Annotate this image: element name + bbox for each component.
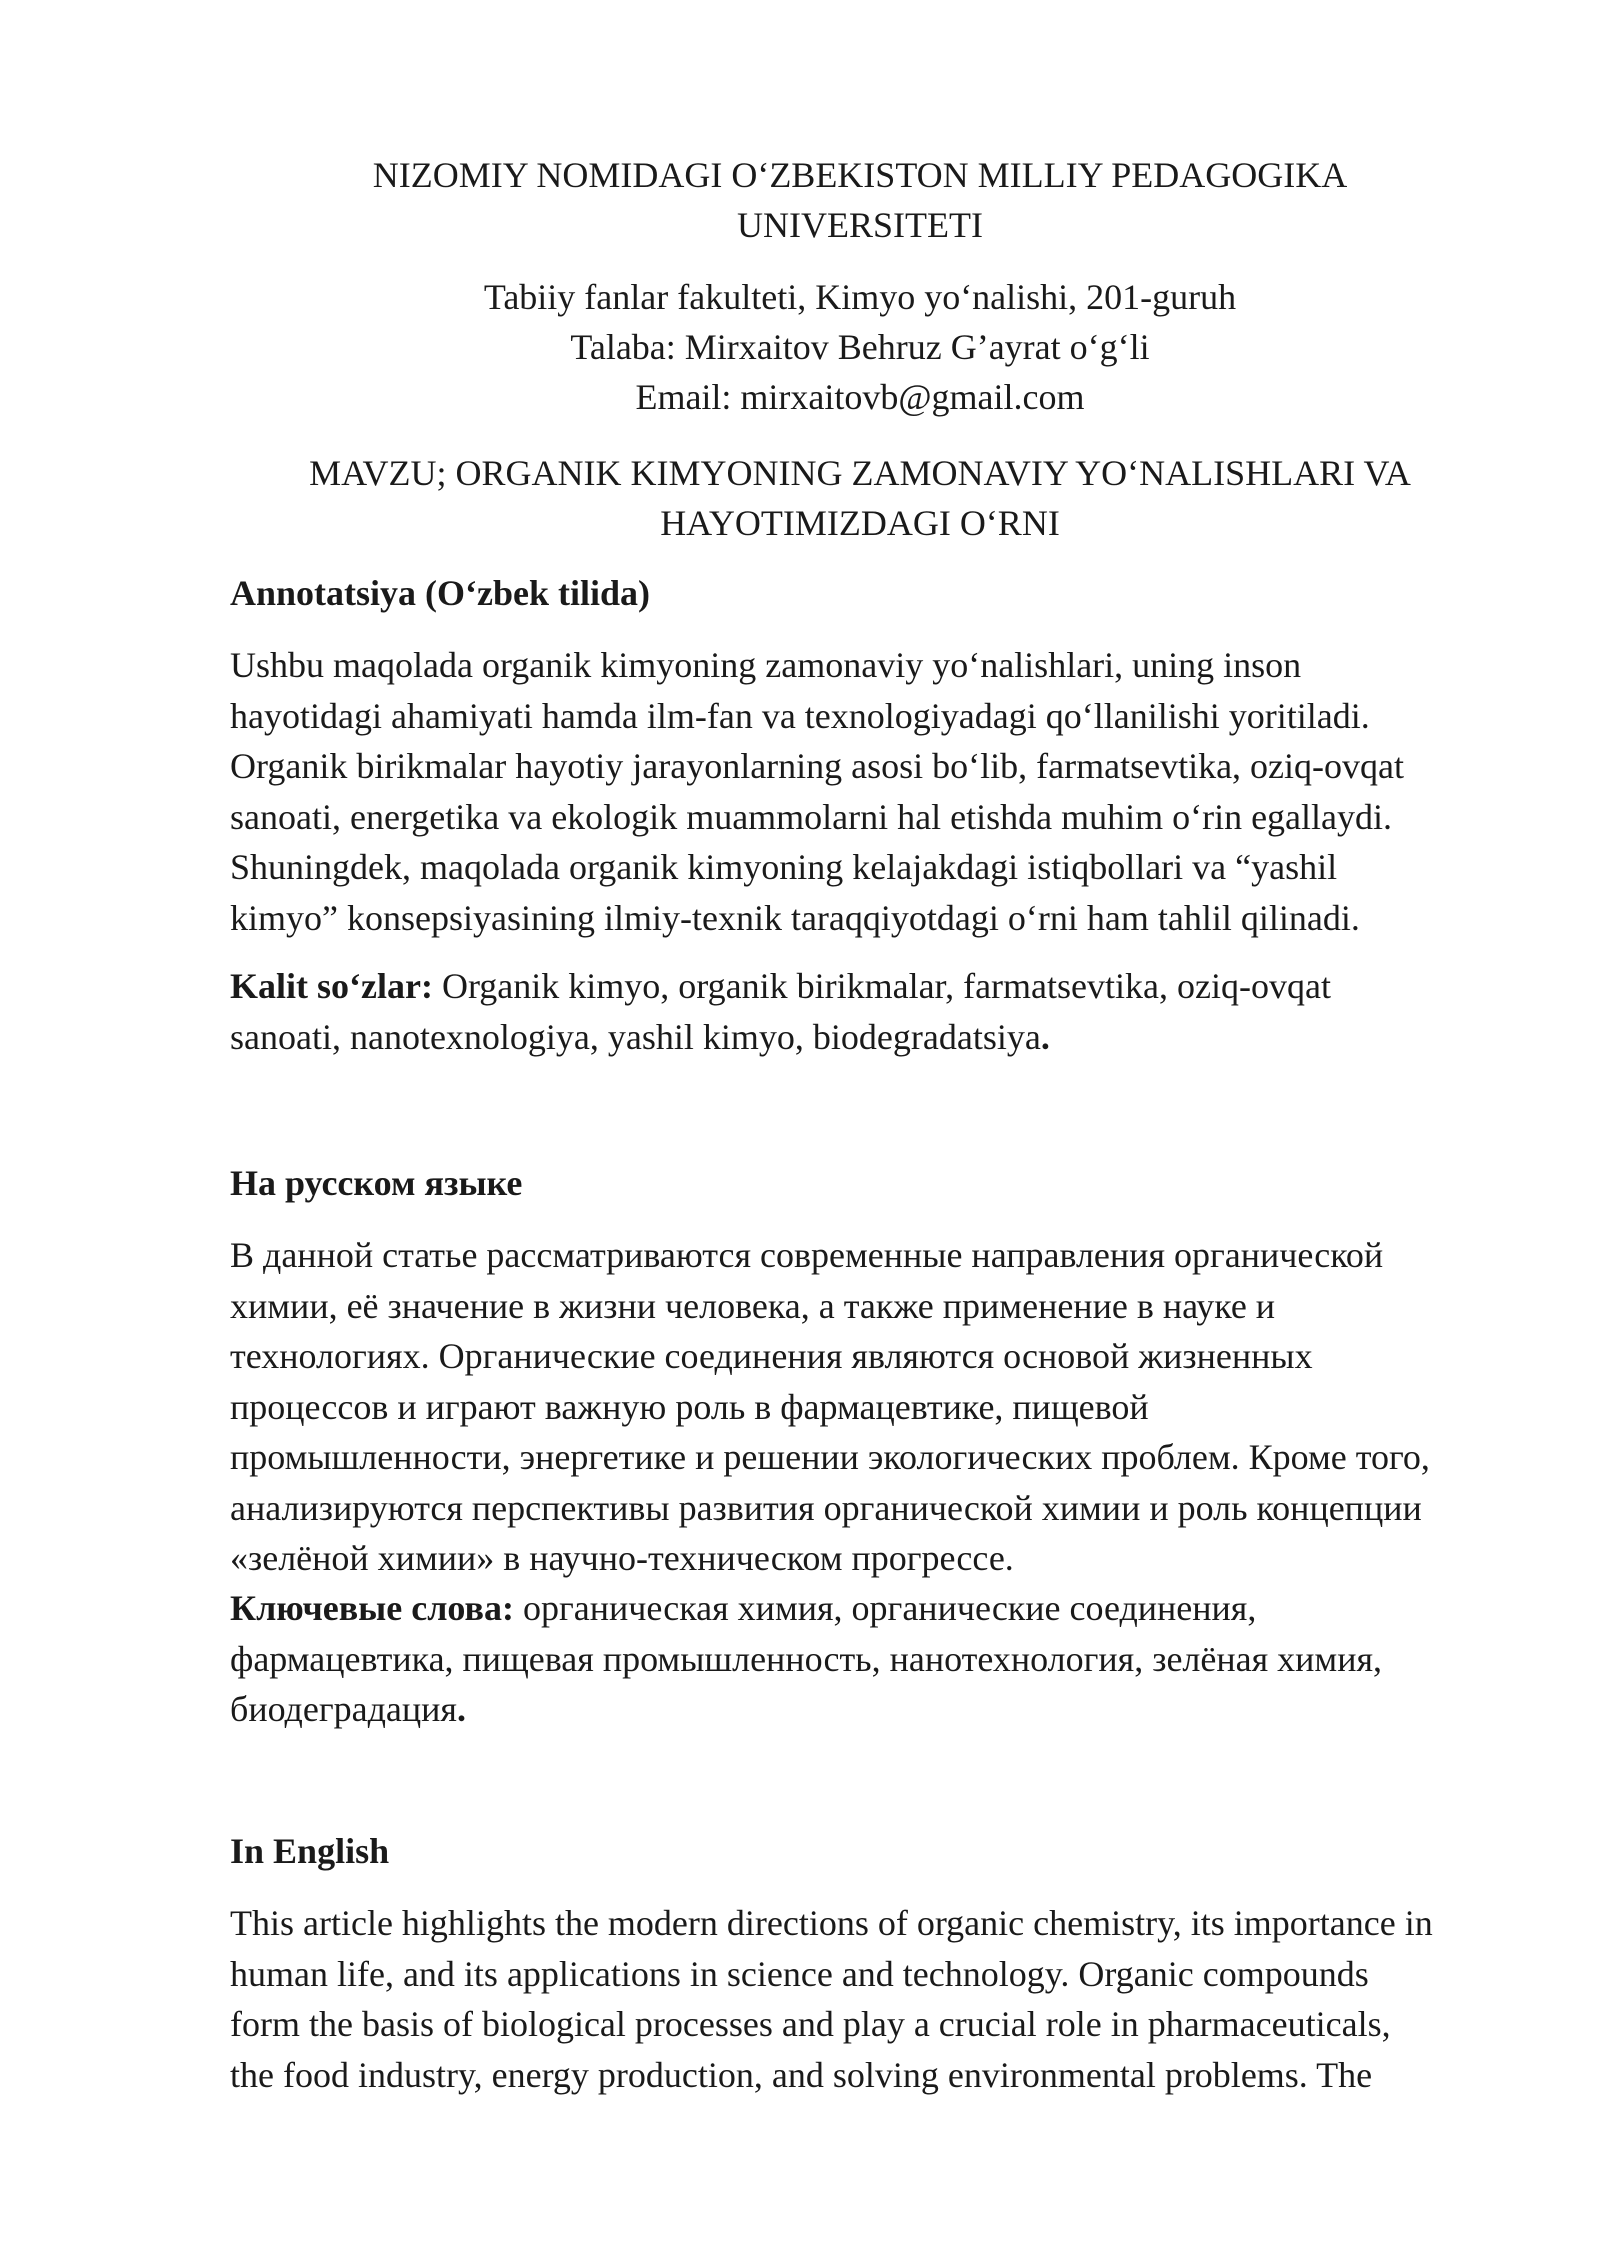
keywords-label: Kalit so‘zlar: — [230, 966, 433, 1006]
abstract-line: технологиях. Органические соединения являются основой жизненных — [230, 1336, 1313, 1376]
abstract-line: В данной статье рассматриваются современные направления органической — [230, 1235, 1384, 1275]
email-line: Email: mirxaitovb@gmail.com — [635, 377, 1085, 417]
keywords-line — [230, 961, 1520, 1012]
abstract-line: hayotidagi ahamiyati hamda ilm-fan va texnologiyadagi qo‘llanilishi yoritiladi. — [230, 695, 1370, 736]
keywords-text: биодеградация — [230, 1689, 457, 1729]
abstract-line: form the basis of biological processes and play a crucial role in pharmaceuticals, — [230, 2004, 1391, 2044]
keywords-end: . — [456, 1689, 466, 1729]
english-annotation-heading: In English — [230, 1831, 390, 1871]
uzbek-keywords — [230, 961, 1520, 1062]
abstract-line: процессов и играют важную роль в фармацевтике, пищевой — [230, 1386, 1149, 1427]
abstract-line: human life, and its applications in science and technology. Organic compounds — [230, 1953, 1369, 1994]
student-line: Talaba: Mirxaitov Behruz G’ayrat o‘g‘li — [570, 327, 1150, 367]
russian-keywords — [230, 1583, 1520, 1735]
abstract-line: промышленности, энергетике и решении экологических проблем. Кроме того, — [230, 1437, 1430, 1477]
article-topic — [230, 448, 1490, 548]
keywords-line — [230, 1012, 1520, 1063]
keywords-line — [230, 1583, 1520, 1634]
keywords-label: Ключевые слова: — [230, 1588, 514, 1628]
university-name-line-1: NIZOMIY NOMIDAGI O‘ZBEKISTON MILLIY PEDAGOGIKA — [372, 155, 1348, 195]
topic-line-1: MAVZU; ORGANIK KIMYONING ZAMONAVIY YO‘NALISHLARI VA — [309, 453, 1411, 493]
keywords-text: органическая химия, органические соединения, — [513, 1588, 1257, 1628]
abstract-line: «зелёной химии» в научно-техническом прогрессе. — [230, 1538, 1014, 1578]
abstract-line: Shuningdek, maqolada organik kimyoning kelajakdagi istiqbollari va “yashil — [230, 847, 1338, 887]
russian-annotation-heading: На русском языке — [230, 1163, 523, 1203]
abstract-line: sanoati, energetika va ekologik muammolarni hal etishda muhim o‘rin egallaydi. — [230, 796, 1393, 837]
abstract-line: Ushbu maqolada organik kimyoning zamonaviy yo‘nalishlari, uning inson — [230, 645, 1302, 685]
topic-line-2: HAYOTIMIZDAGI O‘RNI — [660, 503, 1060, 543]
keywords-line: фармацевтика, пищевая промышленность, нанотехнология, зелёная химия, — [230, 1638, 1383, 1679]
abstract-line: This article highlights the modern directions of organic chemistry, its importance in — [230, 1903, 1433, 1943]
abstract-line: Organik birikmalar hayotiy jarayonlarning asosi bo‘lib, farmatsevtika, oziq-ovqat — [230, 746, 1405, 786]
abstract-line: the food industry, energy production, and solving environmental problems. The — [230, 2054, 1373, 2095]
author-info — [230, 272, 1490, 422]
abstract-line: анализируются перспективы развития органической химии и роль концепции — [230, 1487, 1422, 1528]
keywords-text: Organik kimyo, organik birikmalar, farmatsevtika, oziq-ovqat — [432, 966, 1331, 1006]
uzbek-annotation-heading: Annotatsiya (O‘zbek tilida) — [230, 573, 651, 613]
uzbek-abstract — [230, 640, 1520, 943]
keywords-text: sanoati, nanotexnologiya, yashil kimyo, biodegradatsiya — [230, 1016, 1041, 1057]
keywords-line — [230, 1684, 1520, 1735]
faculty-line: Tabiiy fanlar fakulteti, Kimyo yo‘nalishi, 201-guruh — [483, 277, 1237, 317]
russian-abstract — [230, 1230, 1520, 1584]
university-name — [230, 150, 1490, 250]
english-abstract — [230, 1898, 1520, 2100]
university-name-line-2: UNIVERSITETI — [737, 205, 983, 245]
keywords-end: . — [1040, 1016, 1050, 1057]
abstract-line: kimyo” konsepsiyasining ilmiy-texnik taraqqiyotdagi o‘rni ham tahlil qilinadi. — [230, 897, 1360, 938]
abstract-line: химии, её значение в жизни человека, а также применение в науке и — [230, 1285, 1276, 1326]
